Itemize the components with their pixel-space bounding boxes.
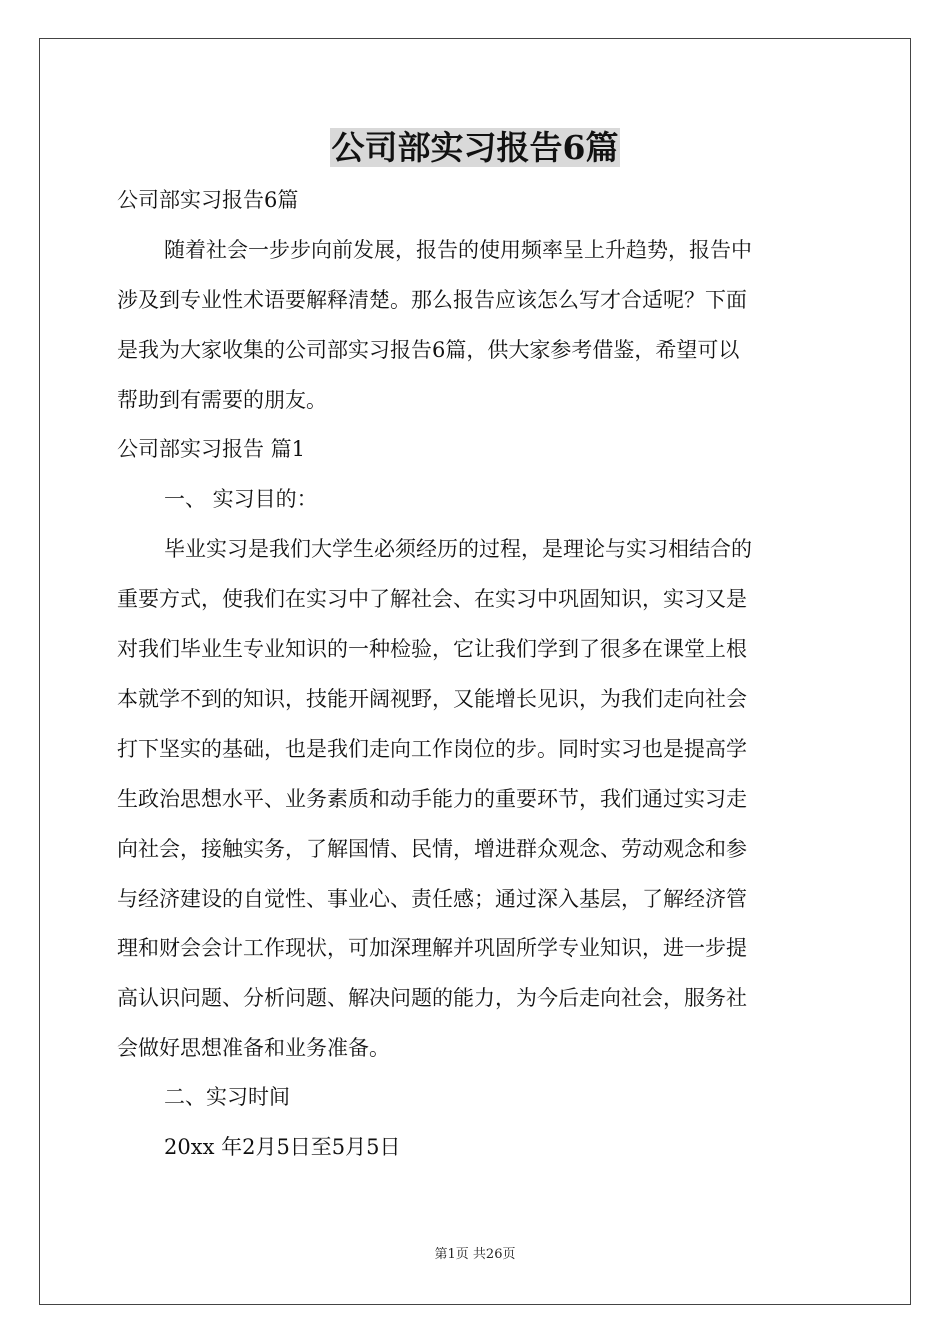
body-line: 毕业实习是我们大学生必须经历的过程，是理论与实习相结合的: [164, 537, 752, 561]
body-line: 本就学不到的知识，技能开阔视野，又能增长见识，为我们走向社会: [117, 687, 747, 711]
body-line: 对我们毕业生专业知识的一种检验，它让我们学到了很多在课堂上根: [117, 637, 747, 661]
body-line: 会做好思想准备和业务准备。: [117, 1036, 390, 1060]
part1-heading: 一、 实习目的：: [164, 487, 318, 511]
document-title-text: 公司部实习报告6篇: [331, 128, 619, 167]
body-line: 高认识问题、分析问题、解决问题的能力，为今后走向社会，服务社: [117, 986, 747, 1010]
body-line: 理和财会会计工作现状，可加深理解并巩固所学专业知识，进一步提: [117, 936, 747, 960]
intro-line: 帮助到有需要的朋友。: [117, 388, 327, 412]
part2-heading: 二、实习时间: [164, 1085, 290, 1109]
intro-line: 涉及到专业性术语要解释清楚。那么报告应该怎么写才合适呢？下面: [117, 288, 747, 312]
body-line: 生政治思想水平、业务素质和动手能力的重要环节，我们通过实习走: [117, 787, 747, 811]
part2-text: 20xx 年2月5日至5月5日: [164, 1135, 401, 1159]
section-heading: 公司部实习报告 篇1: [117, 437, 306, 461]
body-line: 打下坚实的基础，也是我们走向工作岗位的步。同时实习也是提高学: [117, 737, 747, 761]
body-line: 与经济建设的自觉性、事业心、责任感；通过深入基层，了解经济管: [117, 887, 747, 911]
document-title: [0, 126, 950, 170]
body-line: 重要方式，使我们在实习中了解社会、在实习中巩固知识，实习又是: [117, 587, 747, 611]
body-line: 向社会，接触实务，了解国情、民情，增进群众观念、劳动观念和参: [117, 837, 747, 861]
intro-line: 是我为大家收集的公司部实习报告6篇，供大家参考借鉴，希望可以: [117, 338, 740, 362]
document-subtitle: 公司部实习报告6篇: [117, 188, 299, 212]
intro-line: 随着社会一步步向前发展，报告的使用频率呈上升趋势，报告中: [164, 238, 752, 262]
page-footer: 第1页 共26页: [434, 1247, 516, 1262]
page-border: [39, 38, 911, 1305]
